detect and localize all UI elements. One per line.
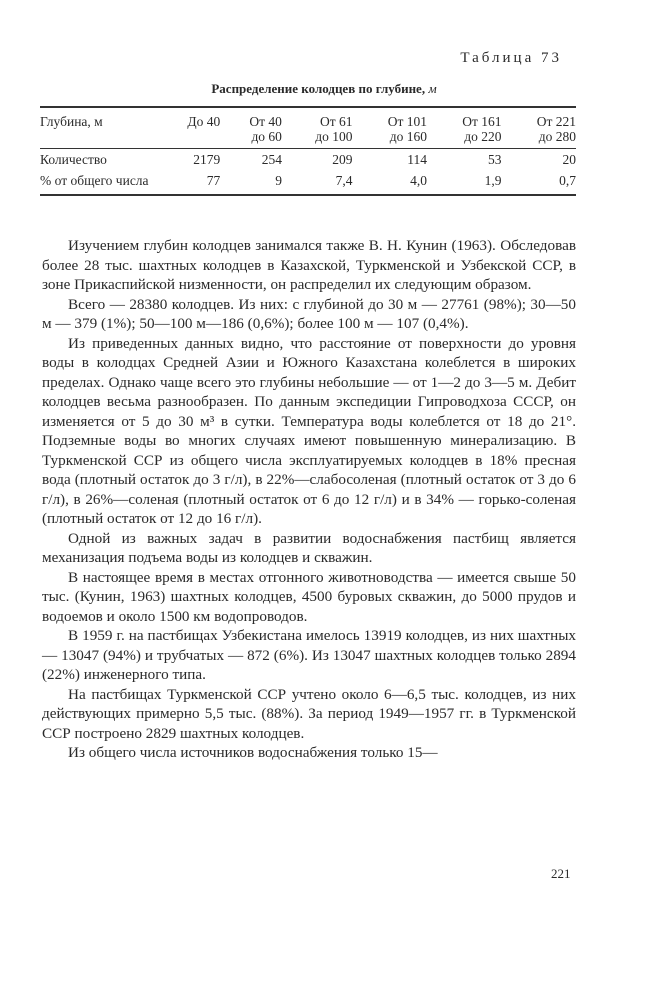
cell: 1,9 [484, 173, 502, 188]
header-col-1: До 40 [187, 114, 221, 129]
paragraph: Из приведенных данных видно, что расстояние от поверхности до уровня воды в колодцах Средней Азии и Южного Казахстана колеблется в широких пределах. Однако чаще всего это глубины небольшие — от 1—2 до 3—5 м. Дебит колодцев весьма разнообразен. По данным экспедиции Гипроводхоза СССР, он изменяется от 5 до 30 м³ в сутки. Температура воды колеблется от 18 до 21°. Подземные воды во многих случаях имеют повышенную минерализацию. В Туркменской ССР из общего числа эксплуатируемых колодцев в 18% пресная вода (плотный остаток до 3 г/л), в 22%—слабосоленая (плотный остаток от 3 до 6 г/л), в 26%—соленая (плотный остаток от 6 до 12 г/л) и в 34% — горько-соленая (плотный остаток от 12 до 16 г/л). [42, 334, 576, 527]
cell: 4,0 [410, 173, 428, 188]
header-col-2: От 40 до 60 [249, 114, 282, 144]
cell: 0,7 [559, 173, 576, 188]
paragraph: В 1959 г. на пастбищах Узбекистана имелось 13919 колодцев, из них шахтных — 13047 (94%) и трубчатых — 872 (6%). Из 13047 шахтных колодцев только 2894 (22%) инженерного типа. [42, 627, 576, 683]
header-col-6: От 221 до 280 [536, 114, 576, 144]
table-row-percent [40, 170, 576, 195]
table-title-text: Распределение колодцев по глубине, [211, 81, 426, 96]
paragraph: Из общего числа источников водоснабжения только 15— [68, 744, 438, 761]
table-row-count [40, 149, 576, 171]
table-number-label: Таблица 73 [460, 50, 562, 66]
paragraph: Всего — 28380 колодцев. Из них: с глубиной до 30 м — 27761 (98%); 30—50 м — 379 (1%); 50—100 м—186 (0,6%); более 100 м — 107 (0,4%). [42, 295, 576, 332]
paragraph: Изучением глубин колодцев занимался также В. Н. Кунин (1963). Обследовав более 28 тыс. шахтных колодцев в Казахской, Туркменской и Узбекской ССР, в зоне Прикаспийской низменности, он распределил их следующим образом. [42, 237, 576, 293]
row-label: Количество [40, 152, 107, 167]
table-header-row [40, 107, 576, 149]
header-col-4: От 101 до 160 [387, 114, 428, 144]
cell: 77 [206, 173, 221, 188]
paragraph: В настоящее время в местах отгонного животноводства — имеется свыше 50 тыс. (Кунин, 1963) шахтных колодцев, 4500 буровых скважин, до 5000 прудов и водоемов и около 1500 км водопроводов. [42, 568, 576, 625]
paragraph: Одной из важных задач в развитии водоснабжения пастбищ является механизация подъема воды из колодцев и скважин. [42, 529, 576, 566]
table-title [0, 81, 648, 97]
cell: 114 [407, 152, 428, 167]
cell: 7,4 [335, 173, 353, 188]
table-title-unit: м [428, 81, 437, 96]
row-label: % от общего числа [40, 173, 149, 188]
body-text [42, 236, 576, 763]
header-col-3: От 61 до 100 [315, 114, 353, 144]
header-depth: Глубина, м [40, 114, 103, 129]
cell: 2179 [193, 152, 221, 167]
cell: 53 [487, 152, 502, 167]
cell: 20 [562, 152, 576, 167]
cell: 9 [275, 173, 282, 188]
cell: 209 [332, 152, 353, 167]
page-number: 221 [551, 866, 571, 881]
paragraph: На пастбищах Туркменской ССР учтено около 6—6,5 тыс. колодцев, из них действующих примерно 5,5 тыс. (88%). За период 1949—1957 гг. в Туркменской ССР построено 2829 шахтных колодцев. [42, 685, 576, 742]
wells-depth-table [40, 106, 576, 196]
cell: 254 [261, 152, 282, 167]
header-col-5: От 161 до 220 [462, 114, 502, 144]
